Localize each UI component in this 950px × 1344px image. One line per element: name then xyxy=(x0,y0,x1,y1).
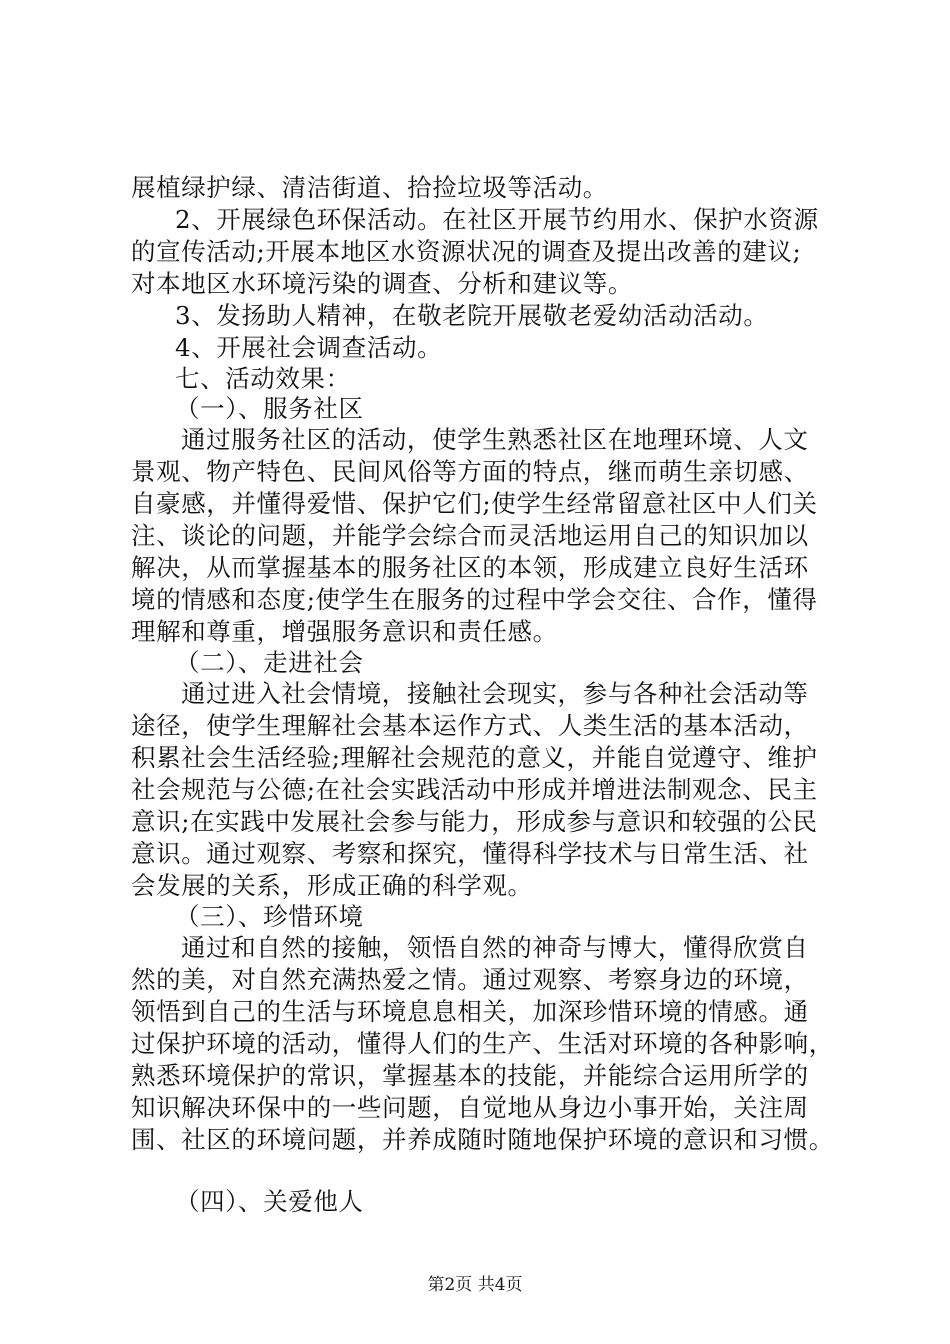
subsection-heading: （四）、关爱他人 xyxy=(175,1187,364,1216)
paragraph-line: 通过服务社区的活动，使学生熟悉社区在地理环境、人文 xyxy=(181,425,809,454)
subsection-heading: （一）、服务社区 xyxy=(175,394,364,423)
paragraph-line: 途径，使学生理解社会基本运作方式、人类生活的基本活动， xyxy=(131,711,809,740)
paragraph-line: 意识;在实践中发展社会参与能力，形成参与意识和较强的公民 xyxy=(131,807,818,836)
paragraph-line: 社会规范与公德;在社会实践活动中形成并增进法制观念、民主 xyxy=(131,775,818,804)
paragraph-line: 知识解决环保中的一些问题，自觉地从身边小事开始，关注周 xyxy=(131,1093,809,1122)
paragraph-line: 自豪感，并懂得爱惜、保护它们;使学生经常留意社区中人们关 xyxy=(131,489,818,518)
paragraph-line: 意识。通过观察、考察和探究，懂得科学技术与日常生活、社 xyxy=(131,839,809,868)
paragraph-line: 通过进入社会情境，接触社会现实，参与各种社会活动等 xyxy=(181,679,809,708)
page-number-footer: 第2页 共4页 xyxy=(427,1275,523,1295)
paragraph-line: 会发展的关系，形成正确的科学观。 xyxy=(131,871,533,900)
subsection-heading: （三）、珍惜环境 xyxy=(175,902,364,931)
paragraph-line: 4、开展社会调查活动。 xyxy=(175,333,443,362)
paragraph-line: 3、发扬助人精神，在敬老院开展敬老爱幼活动活动。 xyxy=(175,301,769,330)
paragraph-line: 境的情感和态度;使学生在服务的过程中学会交往、合作，懂得 xyxy=(131,585,818,614)
paragraph-line: 通过和自然的接触，领悟自然的神奇与博大，懂得欣赏自 xyxy=(181,933,809,962)
paragraph-line: 熟悉环境保护的常识，掌握基本的技能，并能综合运用所学的 xyxy=(131,1061,809,1090)
paragraph-line: 注、谈论的问题，并能学会综合而灵活地运用自己的知识加以 xyxy=(131,521,809,550)
paragraph-line: 展植绿护绿、清洁街道、拾捡垃圾等活动。 xyxy=(131,173,608,202)
paragraph-line: 理解和尊重，增强服务意识和责任感。 xyxy=(131,617,558,646)
paragraph-line: 然的美，对自然充满热爱之情。通过观察、考察身边的环境， xyxy=(131,965,809,994)
section-heading: 七、活动效果： xyxy=(175,364,351,393)
paragraph-line: 解决，从而掌握基本的服务社区的本领，形成建立良好生活环 xyxy=(131,553,809,582)
subsection-heading: （二）、走进社会 xyxy=(175,648,364,677)
paragraph-line: 景观、物产特色、民间风俗等方面的特点，继而萌生亲切感、 xyxy=(131,457,809,486)
paragraph-line: 积累社会生活经验;理解社会规范的意义，并能自觉遵守、维护 xyxy=(131,743,818,772)
paragraph-line: 领悟到自己的生活与环境息息相关，加深珍惜环境的情感。通 xyxy=(131,997,809,1026)
paragraph-line: 对本地区水环境污染的调查、分析和建议等。 xyxy=(131,269,633,298)
paragraph-line: 2、开展绿色环保活动。在社区开展节约用水、保护水资源 xyxy=(175,205,819,234)
paragraph-line: 围、社区的环境问题，并养成随时随地保护环境的意识和习惯。 xyxy=(131,1125,834,1154)
paragraph-line: 过保护环境的活动，懂得人们的生产、生活对环境的各种影响， xyxy=(131,1029,834,1058)
paragraph-line: 的宣传活动;开展本地区水资源状况的调查及提出改善的建议; xyxy=(131,237,802,266)
